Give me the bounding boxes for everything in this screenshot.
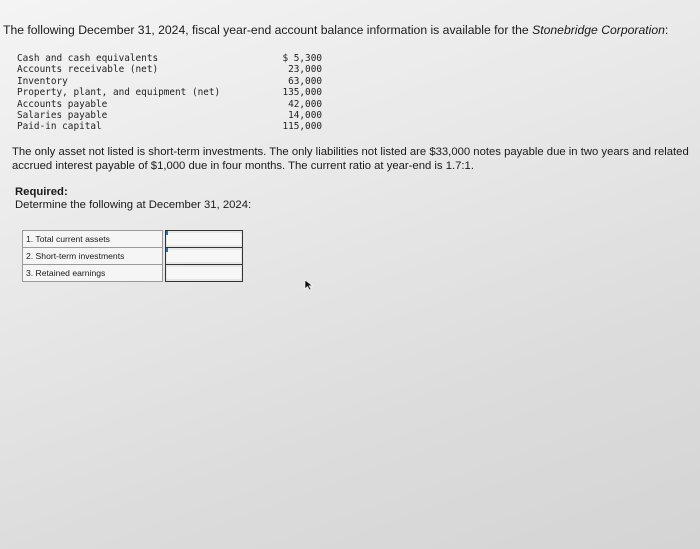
balance-row bbox=[17, 76, 322, 87]
total-current-assets-input[interactable] bbox=[167, 233, 241, 245]
answer-label: 2. Short-term investments bbox=[23, 248, 163, 265]
balance-value: $ 5,300 bbox=[282, 53, 322, 64]
balance-label: Accounts payable bbox=[17, 98, 108, 110]
answer-table bbox=[22, 230, 243, 282]
answer-input-cell bbox=[166, 265, 243, 282]
balance-row bbox=[17, 99, 322, 110]
company-name: Stonebridge Corporation bbox=[532, 23, 665, 37]
intro-text bbox=[3, 23, 668, 37]
balance-row bbox=[17, 121, 322, 132]
answer-row bbox=[23, 231, 243, 248]
balance-value: 63,000 bbox=[288, 75, 322, 87]
balance-row bbox=[17, 110, 322, 121]
balance-label: Property, plant, and equipment (net) bbox=[17, 87, 221, 99]
answer-label: 1. Total current assets bbox=[23, 231, 163, 248]
balance-label: Accounts receivable (net) bbox=[17, 64, 159, 76]
balance-label: Cash and cash equivalents bbox=[17, 53, 159, 64]
intro-suffix: : bbox=[664, 23, 669, 37]
balance-row bbox=[17, 64, 322, 75]
required-instruction: Determine the following at December 31, 2024: bbox=[15, 199, 252, 211]
required-heading: Required: bbox=[15, 186, 68, 198]
balance-label: Inventory bbox=[17, 75, 68, 87]
answer-row bbox=[23, 265, 243, 282]
problem-paragraph: The only asset not listed is short-term investments. The only liabilities not listed are $33,000 notes payable due in two years and related accrued interest payable of $1,000 due in four months. The current ratio at year-end is 1.7:1. bbox=[12, 146, 689, 172]
balance-label: Salaries payable bbox=[17, 109, 108, 121]
answer-row bbox=[23, 248, 243, 265]
input-marker-icon bbox=[166, 231, 168, 235]
balance-value: 115,000 bbox=[282, 121, 322, 133]
arrow-cursor-icon bbox=[304, 279, 314, 291]
short-term-investments-input[interactable] bbox=[167, 250, 241, 262]
retained-earnings-input[interactable] bbox=[167, 267, 241, 279]
balance-row bbox=[17, 87, 322, 98]
balance-value: 42,000 bbox=[288, 98, 322, 110]
answer-input-cell bbox=[166, 248, 243, 265]
balance-value: 23,000 bbox=[288, 64, 322, 76]
balance-row bbox=[17, 53, 322, 64]
balance-label: Paid-in capital bbox=[17, 121, 102, 133]
balance-value: 135,000 bbox=[282, 87, 322, 99]
input-marker-icon bbox=[166, 248, 168, 252]
answer-input-cell bbox=[166, 231, 243, 248]
answer-label: 3. Retained earnings bbox=[23, 265, 163, 282]
balance-value: 14,000 bbox=[288, 109, 322, 121]
intro-prefix: The following December 31, 2024, fiscal year-end account balance information is available for the bbox=[3, 23, 533, 37]
account-balances-table bbox=[17, 53, 322, 133]
